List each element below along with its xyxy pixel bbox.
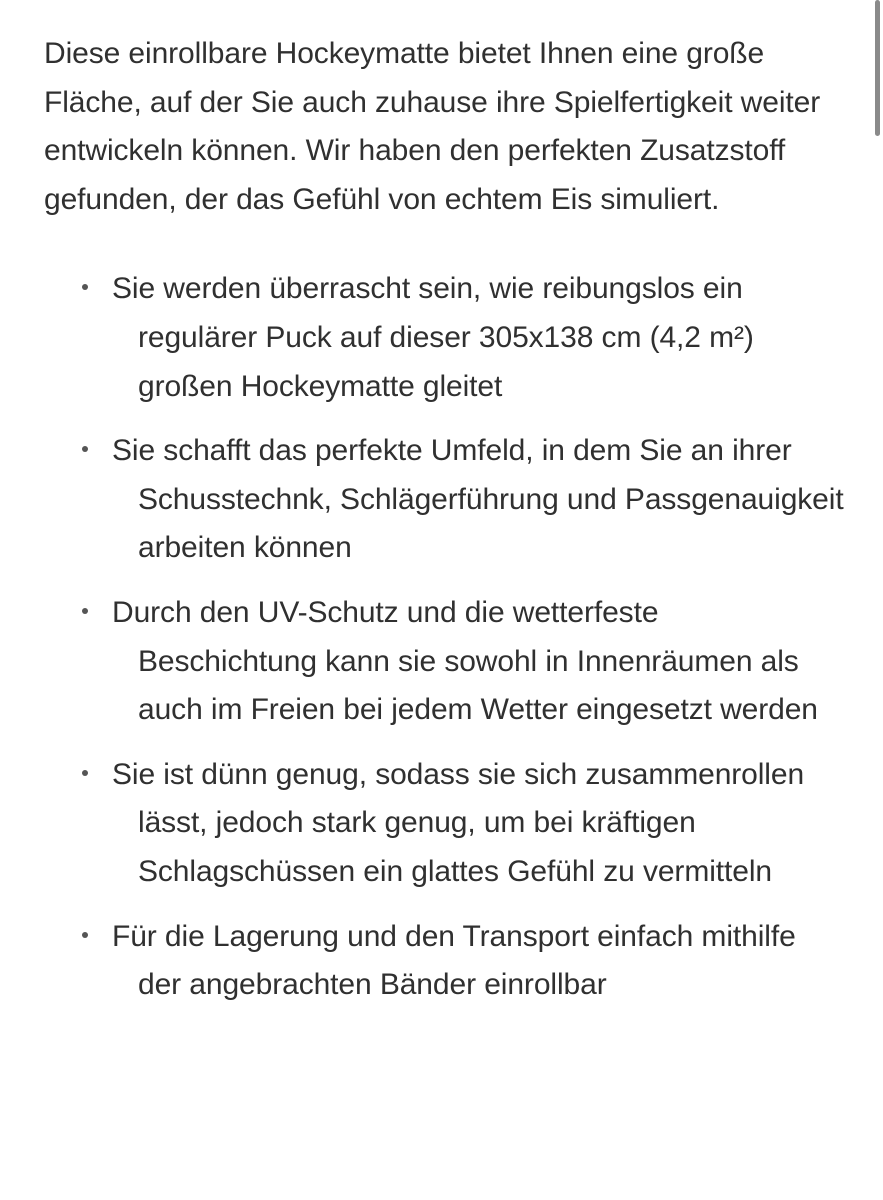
list-item [44, 265, 844, 411]
bullet-icon [82, 932, 88, 938]
product-description [44, 30, 844, 1026]
description-intro: Diese einrollbare Hockeymatte bietet Ihnen eine große Fläche, auf der Sie auch zuhause ihre Spielfertigkeit weiter entwickeln können. Wir haben den perfekten Zusatzstoff gefunden, der das Gefühl von echtem Eis simuliert. [44, 37, 821, 216]
list-item-text: Sie ist dünn genug, sodass sie sich zusammenrollen lässt, jedoch stark genug, um bei kräftigen Schlagschüssen ein glattes Gefühl zu vermitteln [112, 757, 805, 888]
list-item-text: Sie schafft das perfekte Umfeld, in dem Sie an ihrer Schusstechnk, Schlägerführung und Passgenauigkeit arbeiten können [112, 434, 844, 565]
list-item-text: Für die Lagerung und den Transport einfach mithilfe der angebrachten Bänder einrollbar [112, 919, 796, 1002]
list-item [44, 427, 844, 573]
bullet-icon [82, 770, 88, 776]
list-item [44, 589, 844, 735]
scrollbar-thumb[interactable] [875, 0, 880, 136]
feature-list [44, 265, 844, 1009]
bullet-icon [82, 446, 88, 452]
list-item-text: Sie werden überrascht sein, wie reibungslos ein regulärer Puck auf dieser 305x138 cm (4,2 m²) großen Hockeymatte gleitet [112, 272, 754, 403]
bullet-icon [82, 284, 88, 290]
bullet-icon [82, 608, 88, 614]
list-item [44, 751, 844, 897]
list-item-text: Durch den UV-Schutz und die wetterfeste Beschichtung kann sie sowohl in Innenräumen als auch im Freien bei jedem Wetter eingesetzt werden [112, 595, 818, 727]
list-item [44, 913, 844, 1010]
vertical-scrollbar[interactable] [873, 0, 883, 140]
